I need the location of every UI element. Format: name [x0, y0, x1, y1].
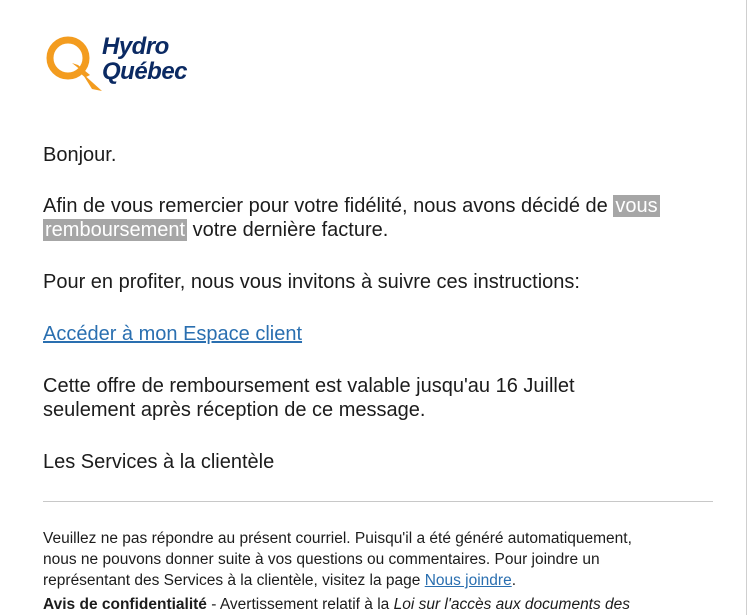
footer-line3: [43, 570, 516, 591]
offer-validity-line2: seulement après réception de ce message.: [43, 399, 426, 421]
signature: Les Services à la clientèle: [43, 451, 275, 473]
logo-text-hydro: Hydro: [102, 33, 169, 60]
footer-period: .: [511, 572, 517, 589]
confidentiality-law: Loi sur l'accès aux documents des: [393, 596, 631, 613]
offer-paragraph-line1: [43, 194, 660, 218]
highlighted-text: vous: [615, 195, 658, 217]
logo-text-quebec: Québec: [102, 58, 188, 85]
cta-line: [43, 322, 302, 346]
greeting: Bonjour.: [43, 144, 117, 166]
hydro-quebec-logo: [42, 33, 242, 95]
nous-joindre-link[interactable]: Nous joindre: [424, 572, 512, 589]
offer-text-end: votre dernière facture.: [192, 219, 389, 241]
offer-validity-line1: Cette offre de remboursement est valable jusqu'au 16 Juillet: [43, 375, 575, 397]
confidentiality-notice: [43, 594, 630, 615]
confidentiality-text: - Avertissement relatif à la: [206, 596, 394, 613]
instructions-text: Pour en profiter, nous vous invitons à suivre ces instructions:: [43, 271, 580, 293]
offer-text: Afin de vous remercier pour votre fidélité, nous avons décidé de: [43, 195, 608, 217]
highlighted-text: remboursement: [45, 219, 186, 241]
footer-divider: [43, 501, 713, 502]
confidentiality-title: Avis de confidentialité: [43, 596, 207, 613]
footer-text: représentant des Services à la clientèle, visitez la page: [43, 572, 421, 589]
q-bolt-icon: [42, 33, 104, 95]
espace-client-link[interactable]: Accéder à mon Espace client: [43, 323, 303, 345]
footer-line1: Veuillez ne pas répondre au présent courriel. Puisqu'il a été généré automatiquement,: [43, 530, 632, 547]
footer-line2: nous ne pouvons donner suite à vos questions ou commentaires. Pour joindre un: [43, 551, 600, 568]
offer-paragraph-line2: [43, 218, 388, 242]
